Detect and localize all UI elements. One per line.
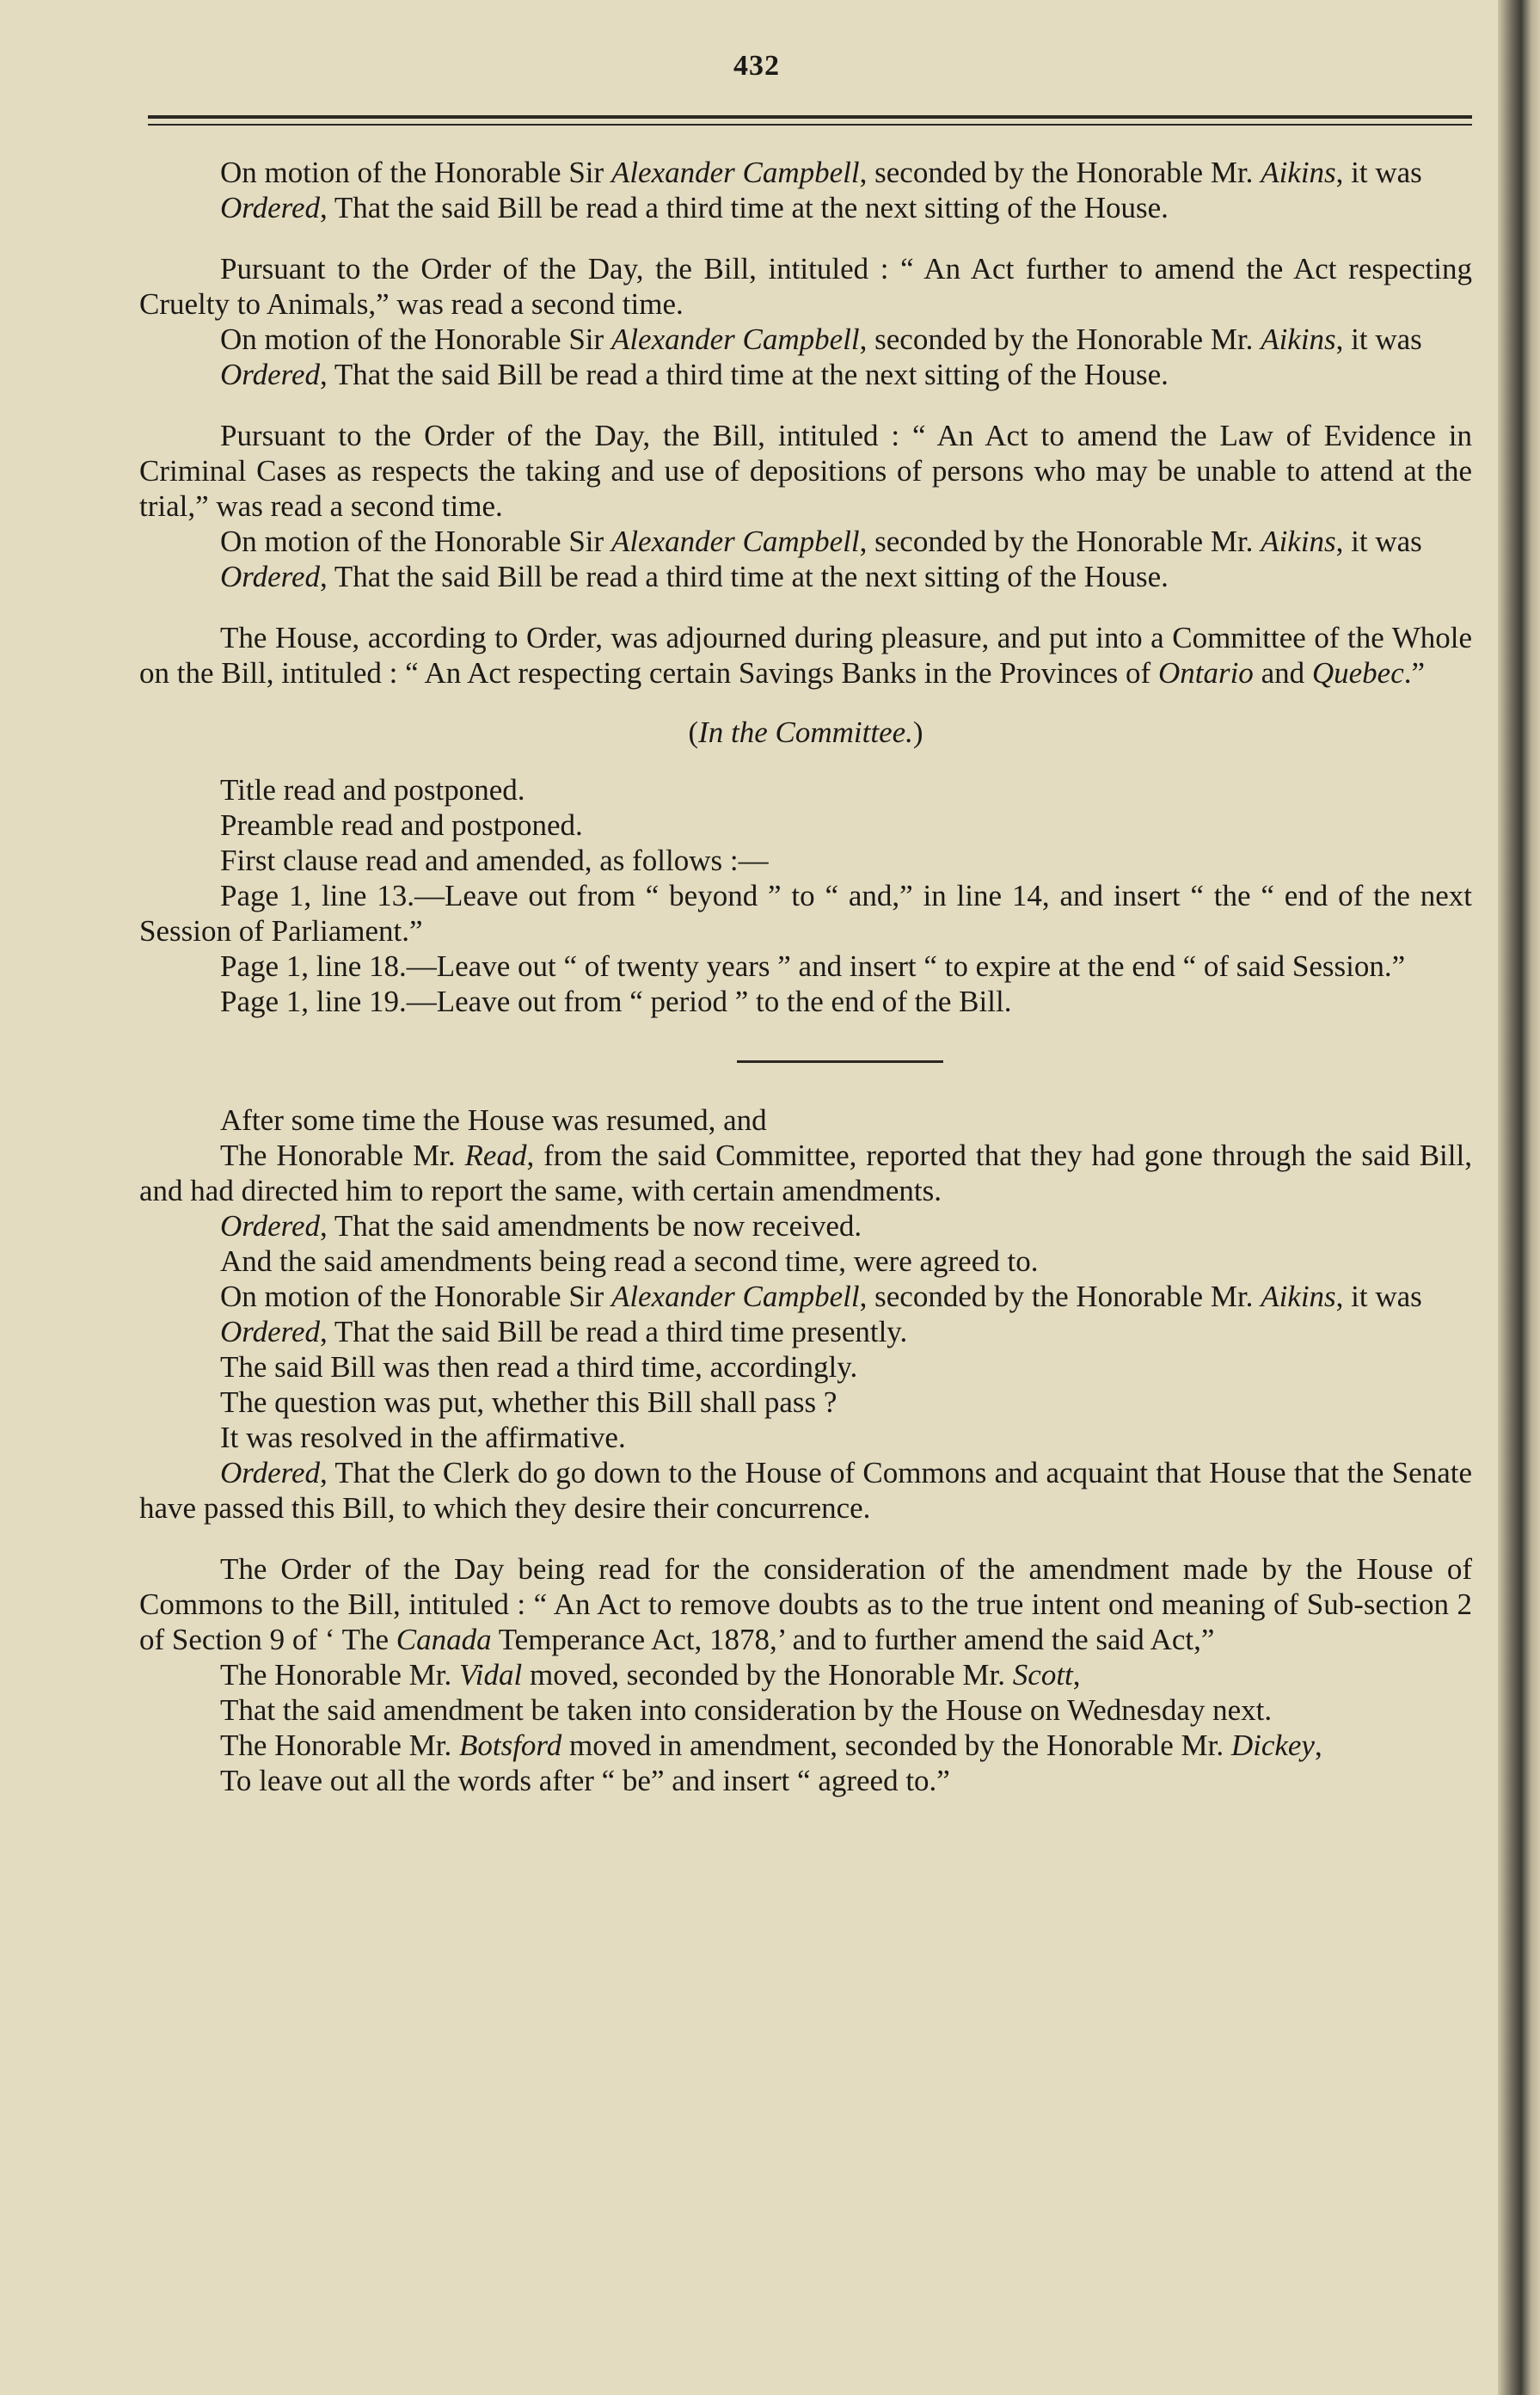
order-paragraph: Ordered, That the said Bill be read a third time presently. [220,1315,908,1348]
page-body [139,155,1472,1798]
resolved-line: It was resolved in the affirmative. [220,1421,626,1454]
order-paragraph: Ordered, That the said Bill be read a third time at the next sitting of the House. [220,191,1169,224]
order-of-day-paragraph: The Order of the Day being read for the consideration of the amendment made by the House of Commons to the Bill, intituled : “ An Act to remove doubts as to the true intent ond meaning of Sub-section 2 of Section 9 of ‘ The Canada Temperance Act, 1878,’ and to further amend the said Act,” [139,1552,1472,1656]
motion-paragraph: On motion of the Honorable Sir Alexander Campbell, seconded by the Honorable Mr. Aikins, it was [220,525,1422,558]
amendment-line: Page 1, line 19.—Leave out from “ period ” to the end of the Bill. [220,985,1012,1018]
motion-paragraph: On motion of the Honorable Sir Alexander Campbell, seconded by the Honorable Mr. Aikins, it was [220,156,1422,189]
committee-line: First clause read and amended, as follows :— [220,844,769,877]
third-reading-line: The said Bill was then read a third time, accordingly. [220,1350,858,1384]
header-rule-thin [148,124,1472,126]
committee-heading: (In the Committee.) [688,715,923,749]
page-number: 432 [733,50,780,82]
resumed-line: After some time the House was resumed, and [220,1103,767,1137]
order-paragraph: Ordered, That the said Bill be read a third time at the next sitting of the House. [220,560,1169,593]
report-paragraph: The Honorable Mr. Read, from the said Committee, reported that they had gone through the said Bill, and had directed him to report the same, with certain amendments. [139,1139,1472,1207]
order-paragraph: Ordered, That the said Bill be read a third time at the next sitting of the House. [220,358,1169,391]
committee-line: Title read and postponed. [220,773,525,807]
amendments-agreed-line: And the said amendments being read a second time, were agreed to. [220,1244,1039,1278]
order-paragraph: Ordered, That the said amendments be now received. [220,1209,862,1243]
motion-paragraph: The Honorable Mr. Vidal moved, seconded by the Honorable Mr. Scott, [220,1658,1081,1692]
header-rule-thick [148,115,1472,119]
second-reading-paragraph: Pursuant to the Order of the Day, the Bill, intituled : “ An Act further to amend the Act respecting Cruelty to Animals,” was read a second time. [139,252,1472,321]
question-line: The question was put, whether this Bill shall pass ? [220,1385,837,1419]
motion-text-paragraph: That the said amendment be taken into consideration by the House on Wednesday next. [220,1693,1273,1727]
committee-line: Preamble read and postponed. [220,808,583,842]
second-reading-paragraph: Pursuant to the Order of the Day, the Bill, intituled : “ An Act to amend the Law of Evidence in Criminal Cases as respects the taking and use of depositions of persons who may be unable to attend at the trial,” was read a second time. [139,419,1472,523]
motion-paragraph: On motion of the Honorable Sir Alexander Campbell, seconded by the Honorable Mr. Aikins, it was [220,1280,1422,1313]
committee-paragraph: The House, according to Order, was adjourned during pleasure, and put into a Committee of the Whole on the Bill, intituled : “ An Act respecting certain Savings Banks in the Provinces of Ontario and Quebec.” [139,621,1472,690]
book-gutter [1498,0,1540,2395]
amendment-line: Page 1, line 18.—Leave out “ of twenty years ” and insert “ to expire at the end “ of said Session.” [220,949,1406,983]
amendment-text-line: To leave out all the words after “ be” and insert “ agreed to.” [220,1764,950,1797]
section-separator [737,1060,943,1063]
amendment-motion-paragraph: The Honorable Mr. Botsford moved in amendment, seconded by the Honorable Mr. Dickey, [220,1729,1322,1762]
motion-paragraph: On motion of the Honorable Sir Alexander Campbell, seconded by the Honorable Mr. Aikins, it was [220,322,1422,356]
order-paragraph: Ordered, That the Clerk do go down to the House of Commons and acquaint that House that the Senate have passed this Bill, to which they desire their concurrence. [139,1456,1472,1525]
amendment-line: Page 1, line 13.—Leave out from “ beyond ” to “ and,” in line 14, and insert “ the “ end of the next Session of Parliament.” [139,879,1472,948]
